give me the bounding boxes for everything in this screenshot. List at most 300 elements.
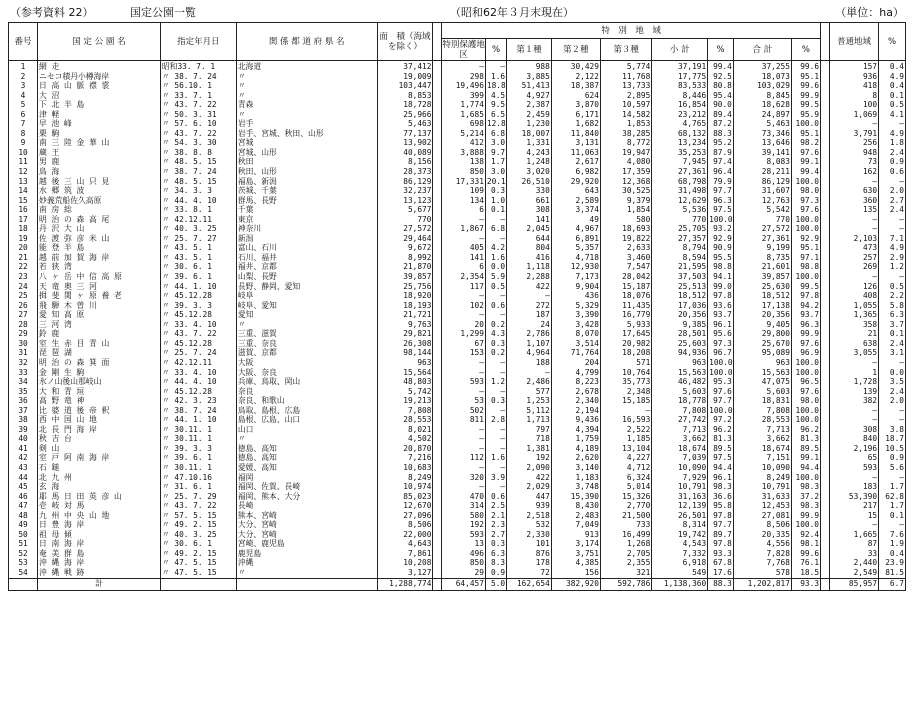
row-subtotal-pct: 92.9 — [708, 234, 734, 244]
row-class3: 14,582 — [600, 110, 651, 120]
row-subtotal-pct: 97.5 — [708, 453, 734, 463]
row-class3: 10,597 — [600, 100, 651, 110]
column-gap — [433, 262, 442, 272]
row-class3: 11,768 — [600, 72, 651, 82]
row-prefectures: 長野、静岡、愛知 — [236, 282, 377, 292]
row-class1: 644 — [507, 234, 552, 244]
as-of-date: （昭和62年３月末現在） — [450, 6, 574, 19]
table-row — [9, 91, 906, 101]
row-designation-date: 〃 44. 1. 10 — [160, 415, 236, 425]
total-spz: 64,457 — [442, 578, 486, 590]
row-total-pct: 100.0 — [791, 473, 820, 483]
reference-label: （参考資料 22） — [10, 6, 94, 19]
row-number: 12 — [9, 167, 38, 177]
row-prefectures: 鳥取、島根、広島 — [236, 406, 377, 416]
row-park-name: 鳥 海 — [38, 167, 161, 177]
row-class1: 3,885 — [507, 72, 552, 82]
row-subtotal-pct: 97.7 — [708, 186, 734, 196]
table-row — [9, 138, 906, 148]
row-park-name: 琵 琶 湖 — [38, 348, 161, 358]
row-spz-pct: 4.2 — [485, 243, 506, 253]
row-number: 51 — [9, 539, 38, 549]
column-gap — [821, 72, 830, 82]
row-designation-date: 〃 43. 7. 22 — [160, 100, 236, 110]
row-park-name: 飛 騨 木 曽 川 — [38, 301, 161, 311]
total-total: 1,202,817 — [733, 578, 791, 590]
row-subtotal: 7,039 — [652, 453, 708, 463]
row-spz-pct: — — [485, 358, 506, 368]
column-gap — [821, 196, 830, 206]
row-total: 8,083 — [733, 157, 791, 167]
row-subtotal: 17,775 — [652, 72, 708, 82]
row-number: 6 — [9, 110, 38, 120]
row-park-name: 愛 知 高 原 — [38, 310, 161, 320]
column-gap — [821, 453, 830, 463]
column-gap — [433, 23, 442, 61]
row-area: 29,464 — [377, 234, 433, 244]
row-designation-date: 〃 43. 7. 22 — [160, 501, 236, 511]
row-class1: 272 — [507, 301, 552, 311]
row-class3: 321 — [600, 568, 651, 578]
row-special-protection: 399 — [442, 91, 486, 101]
row-designation-date: 〃 50. 3. 31 — [160, 110, 236, 120]
row-special-protection: — — [442, 215, 486, 225]
column-gap — [821, 301, 830, 311]
row-subtotal-pct: 90.0 — [708, 100, 734, 110]
row-number: 5 — [9, 100, 38, 110]
row-prefectures: 宮崎、鹿児島 — [236, 539, 377, 549]
row-class1: 2,786 — [507, 329, 552, 339]
row-total: 9,405 — [733, 320, 791, 330]
table-row — [9, 568, 906, 578]
row-class2: 3,748 — [551, 482, 600, 492]
row-special-protection: 502 — [442, 406, 486, 416]
row-special-protection: 1,299 — [442, 329, 486, 339]
column-gap — [433, 234, 442, 244]
row-number: 36 — [9, 396, 38, 406]
row-area: 12,670 — [377, 501, 433, 511]
row-park-name: 大 和 青 垣 — [38, 387, 161, 397]
row-subtotal-pct: 97.5 — [708, 205, 734, 215]
row-total: 7,713 — [733, 425, 791, 435]
row-area: 7,216 — [377, 453, 433, 463]
row-park-name: 壱 岐 対 馬 — [38, 501, 161, 511]
column-gap — [433, 177, 442, 187]
row-special-protection: 5,214 — [442, 129, 486, 139]
row-total: 28,553 — [733, 415, 791, 425]
row-area: 86,129 — [377, 177, 433, 187]
row-special-protection: — — [442, 444, 486, 454]
table-row — [9, 434, 906, 444]
row-ordinary-pct: 0.1 — [879, 329, 906, 339]
table-body — [9, 61, 906, 579]
row-subtotal-pct: 97.7 — [708, 520, 734, 530]
row-subtotal: 27,742 — [652, 415, 708, 425]
row-subtotal-pct: 89.7 — [708, 530, 734, 540]
row-ordinary: 139 — [829, 387, 878, 397]
row-class1: 2,090 — [507, 463, 552, 473]
row-subtotal: 8,314 — [652, 520, 708, 530]
row-class2: 7,049 — [551, 520, 600, 530]
row-class3: 11,435 — [600, 301, 651, 311]
column-gap — [821, 148, 830, 158]
row-total-pct: 97.1 — [791, 253, 820, 263]
column-gap — [821, 215, 830, 225]
column-gap — [821, 473, 830, 483]
row-ordinary: 308 — [829, 425, 878, 435]
column-gap — [821, 91, 830, 101]
row-designation-date: 〃 40. 3. 25 — [160, 224, 236, 234]
row-spz-pct: 18.8 — [486, 81, 506, 91]
row-total: 73,346 — [733, 129, 791, 139]
row-number: 10 — [9, 148, 38, 158]
row-class3: 2,770 — [600, 501, 651, 511]
row-special-protection: — — [442, 368, 486, 378]
row-area: 19,213 — [377, 396, 433, 406]
row-subtotal: 28,501 — [652, 329, 708, 339]
row-total-pct: 37.2 — [791, 492, 820, 502]
row-ordinary: 1,055 — [829, 301, 878, 311]
row-number: 29 — [9, 329, 38, 339]
row-ordinary: — — [829, 415, 878, 425]
table-row — [9, 100, 906, 110]
row-class3: 5,933 — [600, 320, 651, 330]
row-spz-pct: 1.6 — [485, 453, 506, 463]
row-designation-date: 〃 48. 5. 15 — [160, 157, 236, 167]
row-total-pct: 97.3 — [791, 196, 820, 206]
row-class3: 16,499 — [600, 530, 651, 540]
row-special-protection: 1,774 — [442, 100, 486, 110]
row-subtotal-pct: 95.8 — [708, 501, 734, 511]
row-ordinary: 948 — [829, 148, 878, 158]
row-park-name: 津 軽 — [38, 110, 161, 120]
row-class2: 2,620 — [551, 453, 600, 463]
row-number: 31 — [9, 348, 38, 358]
total-area: 1,288,774 — [377, 578, 433, 590]
row-total: 27,081 — [733, 511, 791, 521]
row-park-name: 水 郷 筑 波 — [38, 186, 161, 196]
row-area: 5,742 — [377, 387, 433, 397]
row-ordinary-pct: 0.1 — [879, 511, 906, 521]
row-ordinary: 8 — [829, 91, 878, 101]
row-subtotal-pct: 97.6 — [708, 387, 734, 397]
row-class3: 15,185 — [600, 396, 651, 406]
row-subtotal: 4,765 — [652, 119, 708, 129]
row-area: 103,447 — [377, 81, 433, 91]
row-ordinary-pct: 1.2 — [879, 262, 906, 272]
row-special-protection: 13 — [442, 539, 486, 549]
column-gap — [821, 167, 830, 177]
row-designation-date: 〃 38. 8. 8 — [160, 148, 236, 158]
row-total: 8,735 — [733, 253, 791, 263]
row-spz-pct: 9.5 — [485, 100, 506, 110]
row-spz-pct: — — [485, 434, 506, 444]
row-number: 33 — [9, 368, 38, 378]
row-class2: 4,189 — [551, 444, 600, 454]
row-class2: 6,982 — [551, 167, 600, 177]
row-ordinary: 100 — [829, 100, 878, 110]
row-designation-date: 〃 56.10. 1 — [160, 81, 236, 91]
row-designation-date: 〃 25. 7. 29 — [160, 492, 236, 502]
row-ordinary: 360 — [829, 196, 878, 206]
row-total-pct: 100.0 — [791, 358, 820, 368]
row-subtotal: 549 — [652, 568, 708, 578]
row-number: 22 — [9, 262, 38, 272]
row-class2: 4,385 — [551, 558, 600, 568]
row-special-protection: 1,685 — [442, 110, 486, 120]
row-park-name: 揖 斐 関 ヶ 原 養 老 — [38, 291, 161, 301]
row-prefectures: 島根、広島、山口 — [236, 415, 377, 425]
row-prefectures: 秋田 — [236, 157, 377, 167]
row-subtotal: 5,536 — [652, 205, 708, 215]
table-row — [9, 110, 906, 120]
row-prefectures: 奈良、和歌山 — [236, 396, 377, 406]
row-area: 18,193 — [377, 301, 433, 311]
row-total-pct: 100.0 — [791, 224, 820, 234]
row-number: 23 — [9, 272, 38, 282]
row-subtotal: 19,742 — [652, 530, 708, 540]
row-subtotal: 7,929 — [652, 473, 708, 483]
row-total: 578 — [733, 568, 791, 578]
total-subtotal: 1,138,360 — [652, 578, 708, 590]
row-special-protection: 1,867 — [442, 224, 486, 234]
row-park-name: 室 生 赤 目 青 山 — [38, 339, 161, 349]
row-number: 3 — [9, 81, 38, 91]
row-subtotal-pct: 17.6 — [708, 568, 734, 578]
row-designation-date: 〃 49. 2. 15 — [160, 520, 236, 530]
unit-label: （単位：ha） — [835, 6, 904, 19]
row-ordinary-pct: 2.2 — [879, 291, 906, 301]
row-class2: 18,387 — [551, 81, 600, 91]
row-spz-pct: 1.6 — [485, 253, 506, 263]
row-special-protection: 850 — [442, 558, 486, 568]
document-header — [10, 2, 904, 20]
row-total: 27,361 — [733, 234, 791, 244]
row-ordinary-pct: 5.8 — [879, 301, 906, 311]
row-area: 963 — [377, 358, 433, 368]
row-subtotal-pct: 94.4 — [708, 463, 734, 473]
row-area: 3,127 — [377, 568, 433, 578]
row-spz-pct: 2.7 — [485, 530, 506, 540]
row-class3: 3,460 — [600, 253, 651, 263]
column-gap — [433, 272, 442, 282]
row-ordinary: 126 — [829, 282, 878, 292]
row-ordinary-pct: 7.1 — [879, 234, 906, 244]
row-class2: 2,678 — [551, 387, 600, 397]
row-class3: 1,185 — [600, 434, 651, 444]
row-prefectures: 新潟 — [236, 234, 377, 244]
row-subtotal-pct: 88.3 — [708, 129, 734, 139]
row-subtotal-pct: 96.1 — [708, 473, 734, 483]
column-gap — [433, 339, 442, 349]
row-subtotal-pct: 96.1 — [708, 320, 734, 330]
row-park-name: 祖 母 傾 — [38, 530, 161, 540]
row-class2: 11,840 — [551, 129, 600, 139]
row-spz-pct: 0.9 — [485, 568, 506, 578]
row-number: 34 — [9, 377, 38, 387]
row-ordinary: 408 — [829, 291, 878, 301]
row-total-pct: 81.3 — [791, 434, 820, 444]
row-class3: 18,208 — [600, 348, 651, 358]
col-special-protection: 特別保護地区 — [442, 39, 485, 60]
row-class2: 1,682 — [551, 119, 600, 129]
row-prefectures: 岐阜、愛知 — [236, 301, 377, 311]
row-subtotal-pct: 87.9 — [708, 148, 734, 158]
row-ordinary-pct: — — [879, 177, 906, 187]
row-class1: 1,331 — [507, 138, 552, 148]
column-gap — [821, 110, 830, 120]
row-class2: 8,430 — [551, 501, 600, 511]
row-ordinary: 418 — [829, 81, 878, 91]
column-gap — [433, 320, 442, 330]
row-class2: 2,617 — [551, 157, 600, 167]
row-class2: 6,891 — [551, 234, 600, 244]
row-special-protection: 29 — [442, 568, 486, 578]
row-designation-date: 〃 44. 4. 10 — [160, 196, 236, 206]
row-ordinary-pct: 0.1 — [879, 91, 906, 101]
row-spz-pct: — — [485, 234, 506, 244]
row-class2: 3,514 — [551, 339, 600, 349]
row-area: 9,672 — [377, 243, 433, 253]
col-number: 番号 — [9, 23, 38, 61]
row-ordinary: 2,196 — [829, 444, 878, 454]
row-total: 9,199 — [733, 243, 791, 253]
row-spz-pct: 0.1 — [485, 205, 506, 215]
row-spz-pct: 3.0 — [485, 138, 506, 148]
row-ordinary: — — [829, 358, 878, 368]
row-class3: 18,693 — [600, 224, 651, 234]
row-special-protection: 298 — [442, 72, 486, 82]
row-area: 5,677 — [377, 205, 433, 215]
column-gap — [433, 387, 442, 397]
row-number: 2 — [9, 72, 38, 82]
column-gap — [821, 177, 830, 187]
row-total: 20,356 — [733, 310, 791, 320]
row-class1: 51,413 — [507, 81, 552, 91]
row-designation-date: 〃 47. 5. 15 — [160, 568, 236, 578]
row-special-protection: 6 — [442, 205, 486, 215]
row-subtotal: 37,503 — [652, 272, 708, 282]
row-number: 40 — [9, 434, 38, 444]
row-total: 95,089 — [733, 348, 791, 358]
row-number: 16 — [9, 205, 38, 215]
column-gap — [821, 568, 830, 578]
row-park-name: 九 州 中 央 山 地 — [38, 511, 161, 521]
row-spz-pct: 1.0 — [485, 196, 506, 206]
row-special-protection: — — [442, 482, 486, 492]
row-class3: 1,853 — [600, 119, 651, 129]
row-number: 44 — [9, 473, 38, 483]
row-area: 4,643 — [377, 539, 433, 549]
row-class1: 804 — [507, 243, 552, 253]
row-spz-pct: — — [485, 310, 506, 320]
row-prefectures: 山口 — [236, 425, 377, 435]
row-designation-date: 〃 57. 5. 15 — [160, 511, 236, 521]
row-ordinary: 157 — [829, 61, 878, 72]
row-ordinary: 630 — [829, 186, 878, 196]
row-park-name: 耶 馬 日 田 英 彦 山 — [38, 492, 161, 502]
row-subtotal: 13,234 — [652, 138, 708, 148]
row-subtotal-pct: 95.3 — [708, 377, 734, 387]
table-row — [9, 320, 906, 330]
row-park-name: 越 後 三 山 只 見 — [38, 177, 161, 187]
row-prefectures: 福岡、熊本、大分 — [236, 492, 377, 502]
row-special-protection: 117 — [442, 282, 486, 292]
row-total: 963 — [733, 358, 791, 368]
row-total: 5,603 — [733, 387, 791, 397]
table-row — [9, 511, 906, 521]
row-ordinary-pct: 0.0 — [879, 368, 906, 378]
row-class2: 4,718 — [551, 253, 600, 263]
row-ordinary: 1 — [829, 368, 878, 378]
row-total: 31,633 — [733, 492, 791, 502]
col-subtotal: 小 計 — [652, 39, 708, 61]
row-total-pct: 100.0 — [791, 215, 820, 225]
row-class1: — — [507, 291, 552, 301]
row-class3: 4,712 — [600, 463, 651, 473]
row-class1: 18,007 — [507, 129, 552, 139]
table-row — [9, 463, 906, 473]
row-special-protection: 138 — [442, 157, 486, 167]
row-class1: 187 — [507, 310, 552, 320]
row-area: 13,123 — [377, 196, 433, 206]
column-gap — [821, 205, 830, 215]
row-class3: 571 — [600, 358, 651, 368]
column-gap — [433, 396, 442, 406]
row-number: 42 — [9, 453, 38, 463]
row-ordinary: 3,055 — [829, 348, 878, 358]
row-subtotal: 25,705 — [652, 224, 708, 234]
row-prefectures: 兵庫、鳥取、岡山 — [236, 377, 377, 387]
row-ordinary-pct: 2.0 — [879, 186, 906, 196]
row-ordinary-pct: 3.8 — [879, 425, 906, 435]
row-ordinary-pct: 81.5 — [879, 568, 906, 578]
column-gap — [821, 262, 830, 272]
row-subtotal-pct: 93.2 — [708, 224, 734, 234]
row-park-name: 明 治 の 森 高 尾 — [38, 215, 161, 225]
row-subtotal: 20,356 — [652, 310, 708, 320]
row-class2: 2,122 — [551, 72, 600, 82]
row-number: 17 — [9, 215, 38, 225]
row-subtotal-pct: 97.8 — [708, 539, 734, 549]
column-gap — [821, 310, 830, 320]
row-class2: 436 — [551, 291, 600, 301]
row-designation-date: 〃 30.11. 1 — [160, 434, 236, 444]
row-spz-pct: 1.7 — [485, 157, 506, 167]
row-total: 7,808 — [733, 406, 791, 416]
row-number: 9 — [9, 138, 38, 148]
col-ordinary-pct: % — [879, 23, 906, 61]
row-total: 18,628 — [733, 100, 791, 110]
row-class2: 8,223 — [551, 377, 600, 387]
row-spz-pct: 1.6 — [485, 72, 506, 82]
row-park-name: 丹 沢 大 山 — [38, 224, 161, 234]
column-gap — [821, 425, 830, 435]
row-class3: 2,522 — [600, 425, 651, 435]
table-row — [9, 473, 906, 483]
column-gap — [433, 368, 442, 378]
row-ordinary-pct: 4.1 — [879, 110, 906, 120]
row-total-pct: 100.0 — [791, 119, 820, 129]
row-number: 7 — [9, 119, 38, 129]
row-area: 28,373 — [377, 167, 433, 177]
total-class2: 382,920 — [551, 578, 600, 590]
row-total: 5,542 — [733, 205, 791, 215]
row-park-name: 早 池 峰 — [38, 119, 161, 129]
row-spz-pct: — — [485, 387, 506, 397]
row-ordinary: — — [829, 119, 878, 129]
row-designation-date: 昭和33. 7. 1 — [160, 61, 236, 72]
